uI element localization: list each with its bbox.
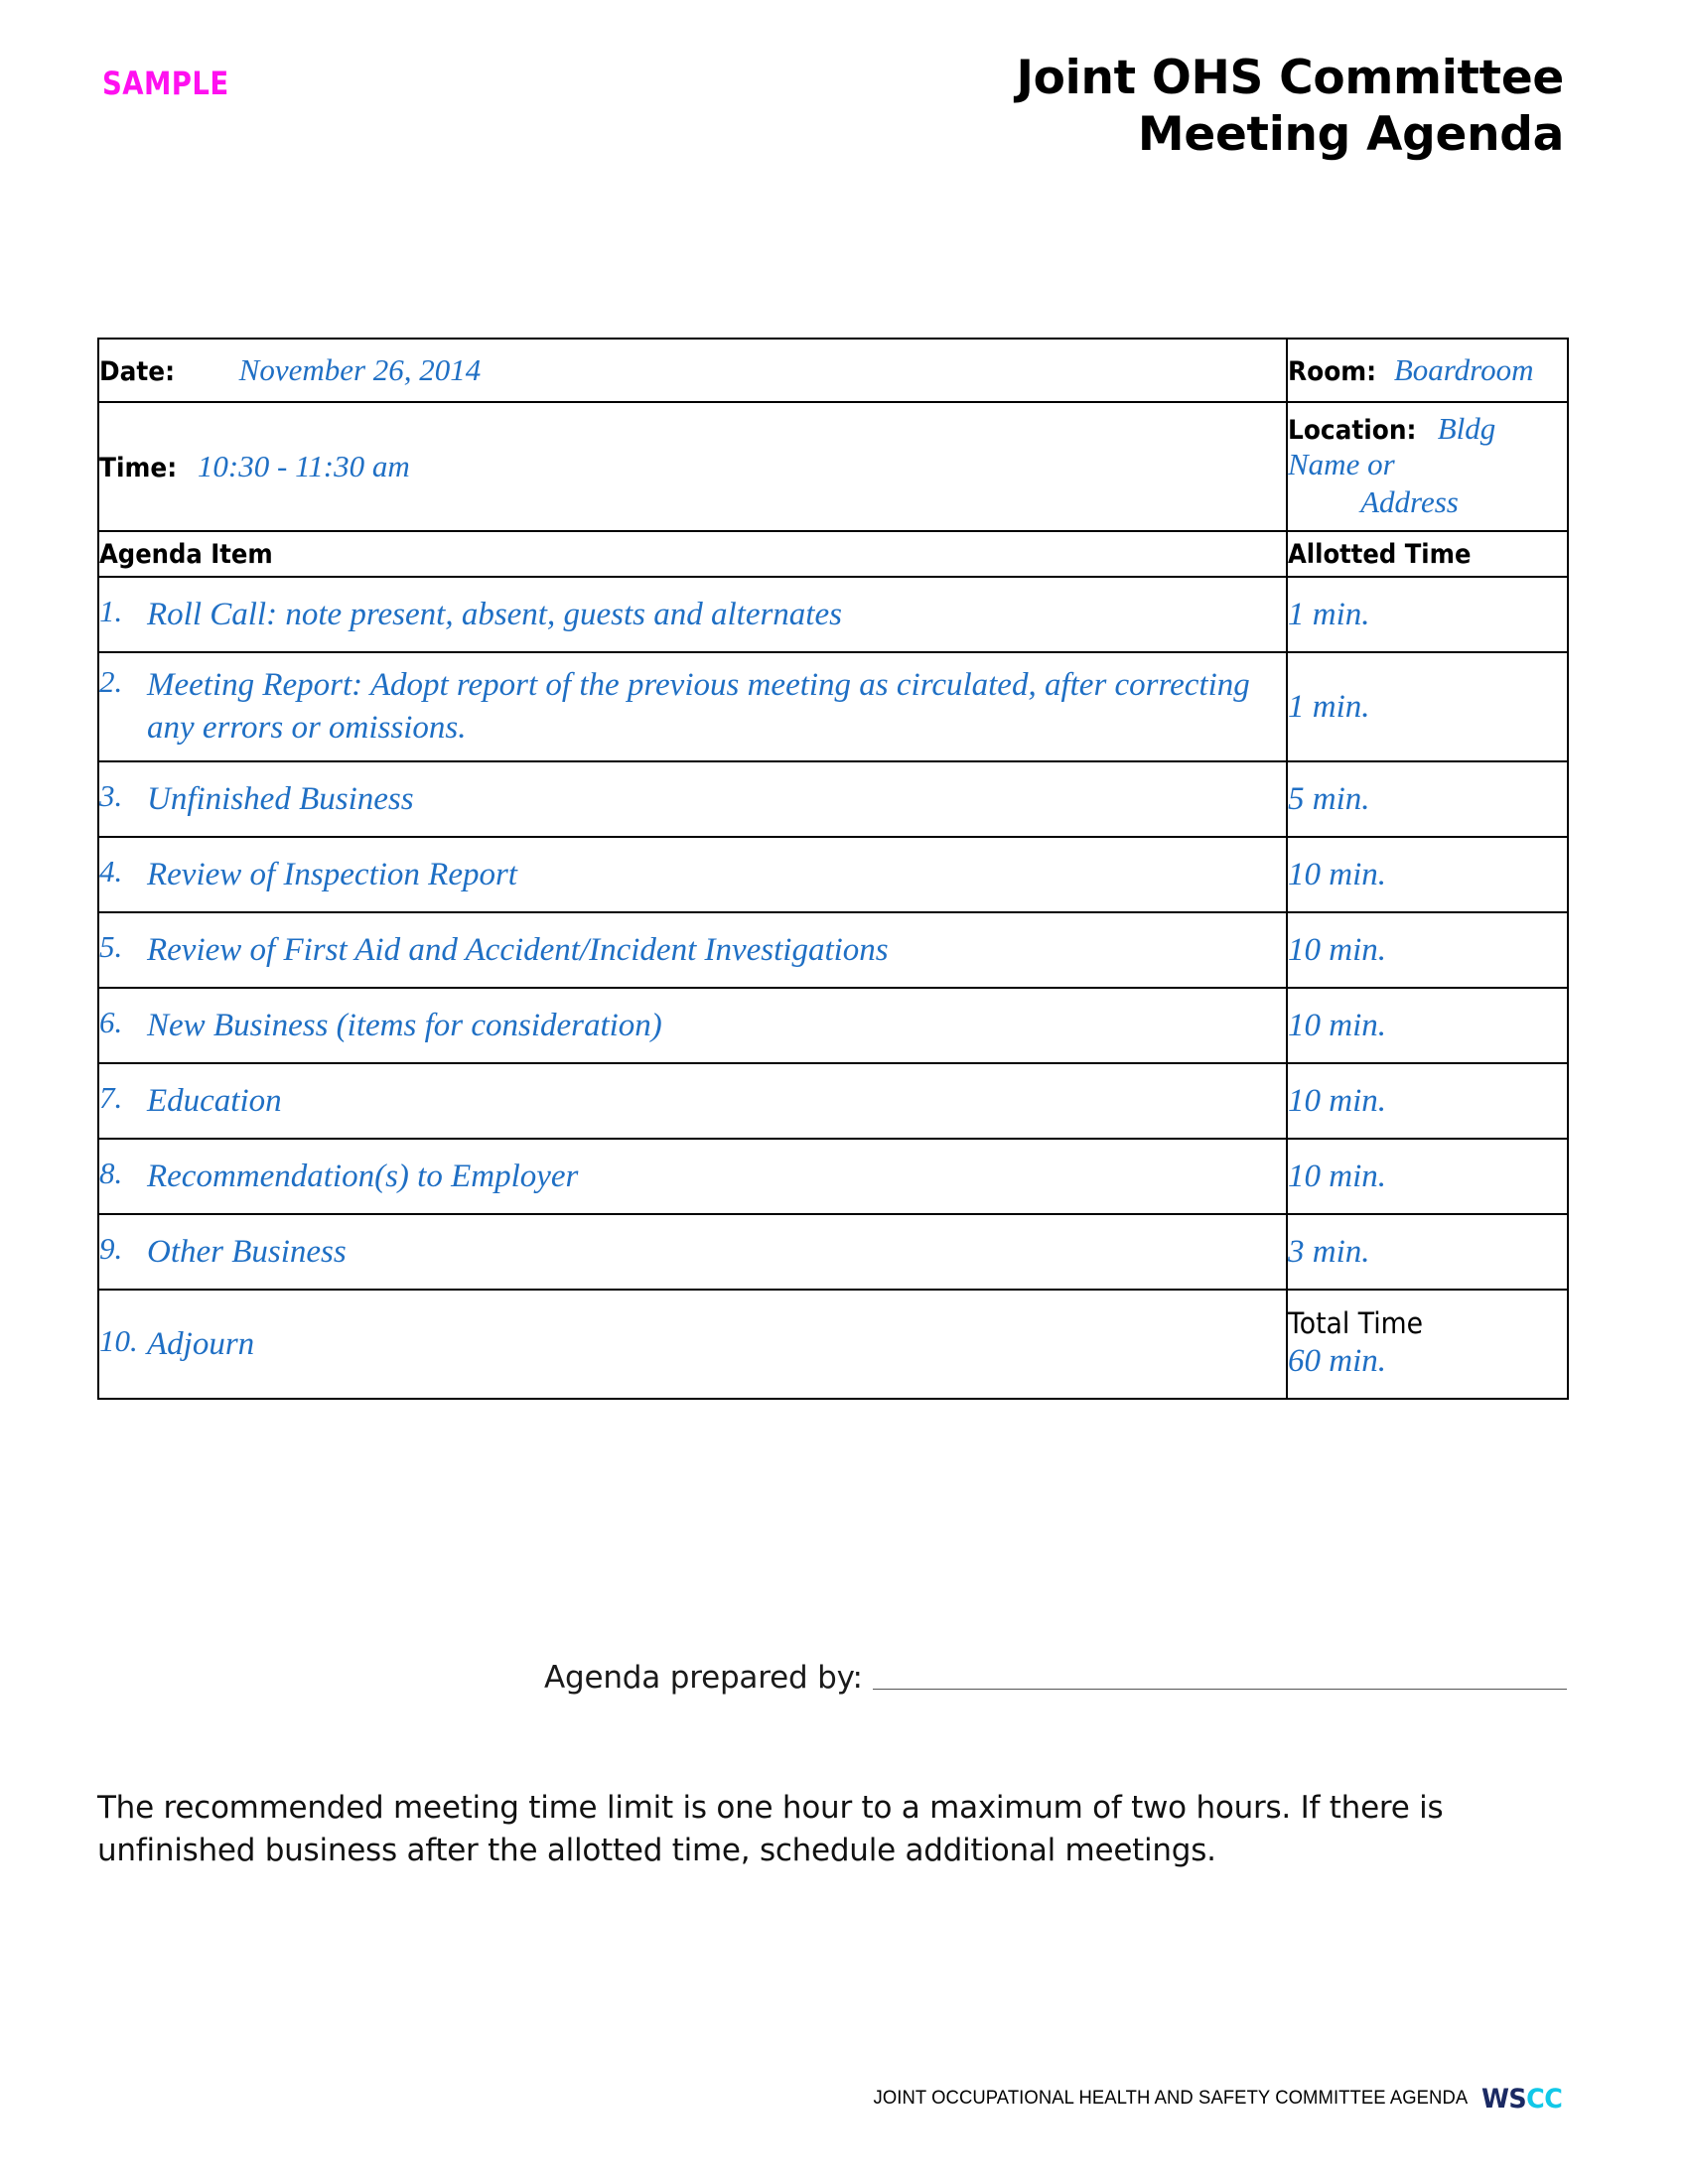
allotted-time-value: 10 min.	[1288, 1158, 1386, 1194]
allotted-time-value: 1 min.	[1288, 688, 1370, 725]
table-row	[98, 1290, 1568, 1399]
room-value: Boardroom	[1393, 352, 1534, 387]
allotted-time-cell	[1287, 1063, 1568, 1139]
allotted-time-cell	[1287, 1214, 1568, 1290]
page-title-line2: Meeting Agenda	[1137, 107, 1564, 163]
total-time-value: 60 min.	[1288, 1343, 1386, 1380]
room-cell	[1287, 339, 1568, 402]
prepared-by-signature-line[interactable]	[873, 1689, 1567, 1690]
allotted-time-cell	[1287, 837, 1568, 912]
agenda-item-text: Adjourn	[147, 1325, 255, 1362]
date-value: November 26, 2014	[238, 352, 482, 387]
table-row	[98, 577, 1568, 652]
allotted-time-value: 1 min.	[1288, 596, 1370, 632]
total-time-cell	[1287, 1290, 1568, 1399]
prepared-by-row	[97, 1660, 1567, 1696]
agenda-item-text: Education	[147, 1082, 282, 1119]
agenda-item-cell	[98, 761, 1287, 837]
column-header-allotted-time-label: Allotted Time	[1288, 538, 1472, 570]
allotted-time-cell	[1287, 988, 1568, 1063]
note-paragraph: The recommended meeting time limit is one hour to a maximum of two hours. If there is unfinished business after the allotted time, schedule additional meetings.	[97, 1790, 1444, 1868]
table-row	[98, 837, 1568, 912]
agenda-item-cell	[98, 577, 1287, 652]
allotted-time-value: 10 min.	[1288, 856, 1386, 892]
table-row	[98, 761, 1568, 837]
sample-watermark: SAMPLE	[102, 65, 229, 102]
agenda-item-text: Review of First Aid and Accident/Incident Investigations	[147, 931, 889, 968]
agenda-item-number: 3.	[99, 777, 123, 813]
agenda-item-number: 6.	[99, 1004, 123, 1039]
time-label: Time:	[99, 453, 178, 483]
date-label: Date:	[99, 356, 176, 387]
table-row	[98, 1063, 1568, 1139]
allotted-time-cell	[1287, 577, 1568, 652]
agenda-item-text: Meeting Report: Adopt report of the previous meeting as circulated, after correcting any errors or omissions.	[147, 667, 1250, 746]
prepared-by-label: Agenda prepared by:	[544, 1660, 863, 1696]
page-title	[1016, 50, 1564, 164]
agenda-item-cell	[98, 1290, 1287, 1399]
date-cell	[98, 339, 1287, 402]
table-row	[98, 1214, 1568, 1290]
table-row	[98, 1139, 1568, 1214]
table-row	[98, 912, 1568, 988]
column-header-agenda-item	[98, 531, 1287, 577]
agenda-item-cell	[98, 1063, 1287, 1139]
agenda-item-text: Unfinished Business	[147, 780, 414, 817]
time-cell	[98, 402, 1287, 531]
allotted-time-value: 3 min.	[1288, 1233, 1370, 1270]
agenda-item-cell	[98, 652, 1287, 761]
agenda-item-text: Other Business	[147, 1233, 347, 1270]
agenda-item-number: 1.	[99, 593, 123, 628]
time-value: 10:30 - 11:30 am	[197, 449, 410, 483]
room-label: Room:	[1288, 356, 1377, 387]
allotted-time-cell	[1287, 761, 1568, 837]
allotted-time-value: 10 min.	[1288, 931, 1386, 968]
wscc-logo-cc: CC	[1525, 2083, 1562, 2115]
location-label: Location:	[1288, 415, 1417, 446]
wscc-logo	[1481, 2084, 1562, 2115]
table-row	[98, 652, 1568, 761]
agenda-item-text: Review of Inspection Report	[147, 856, 517, 892]
allotted-time-cell	[1287, 912, 1568, 988]
location-value-line2: Address	[1360, 484, 1459, 519]
location-value-line1: Bldg Name or	[1288, 411, 1496, 481]
allotted-time-value: 5 min.	[1288, 780, 1370, 817]
agenda-item-cell	[98, 1214, 1287, 1290]
allotted-time-value: 10 min.	[1288, 1007, 1386, 1043]
footer-text: JOINT OCCUPATIONAL HEALTH AND SAFETY COMMITTEE AGENDA	[873, 2088, 1469, 2109]
agenda-item-number: 7.	[99, 1079, 123, 1115]
agenda-item-cell	[98, 912, 1287, 988]
column-header-allotted-time	[1287, 531, 1568, 577]
agenda-item-text: New Business (items for consideration)	[147, 1007, 662, 1043]
table-row-date-room	[98, 339, 1568, 402]
agenda-item-text: Roll Call: note present, absent, guests and alternates	[147, 596, 842, 632]
agenda-item-number: 8.	[99, 1155, 123, 1190]
agenda-item-cell	[98, 988, 1287, 1063]
wscc-logo-ws: WS	[1480, 2083, 1526, 2115]
document-header	[0, 50, 1688, 208]
location-cell	[1287, 402, 1568, 531]
agenda-item-number: 2.	[99, 664, 123, 700]
agenda-item-number: 9.	[99, 1230, 123, 1266]
agenda-item-number: 5.	[99, 928, 123, 964]
allotted-time-cell	[1287, 1139, 1568, 1214]
agenda-item-cell	[98, 1139, 1287, 1214]
table-header-row	[98, 531, 1568, 577]
allotted-time-value: 10 min.	[1288, 1082, 1386, 1119]
total-time-label: Total Time	[1288, 1305, 1424, 1340]
allotted-time-cell	[1287, 652, 1568, 761]
agenda-item-text: Recommendation(s) to Employer	[147, 1158, 579, 1194]
agenda-item-number: 4.	[99, 853, 123, 888]
page-title-line1: Joint OHS Committee	[1016, 51, 1564, 105]
table-row	[98, 988, 1568, 1063]
agenda-table	[97, 338, 1569, 1400]
agenda-item-number: 10.	[99, 1322, 138, 1358]
table-row-time-location	[98, 402, 1568, 531]
agenda-item-cell	[98, 837, 1287, 912]
document-footer	[0, 2079, 1688, 2118]
column-header-agenda-item-label: Agenda Item	[99, 538, 273, 570]
